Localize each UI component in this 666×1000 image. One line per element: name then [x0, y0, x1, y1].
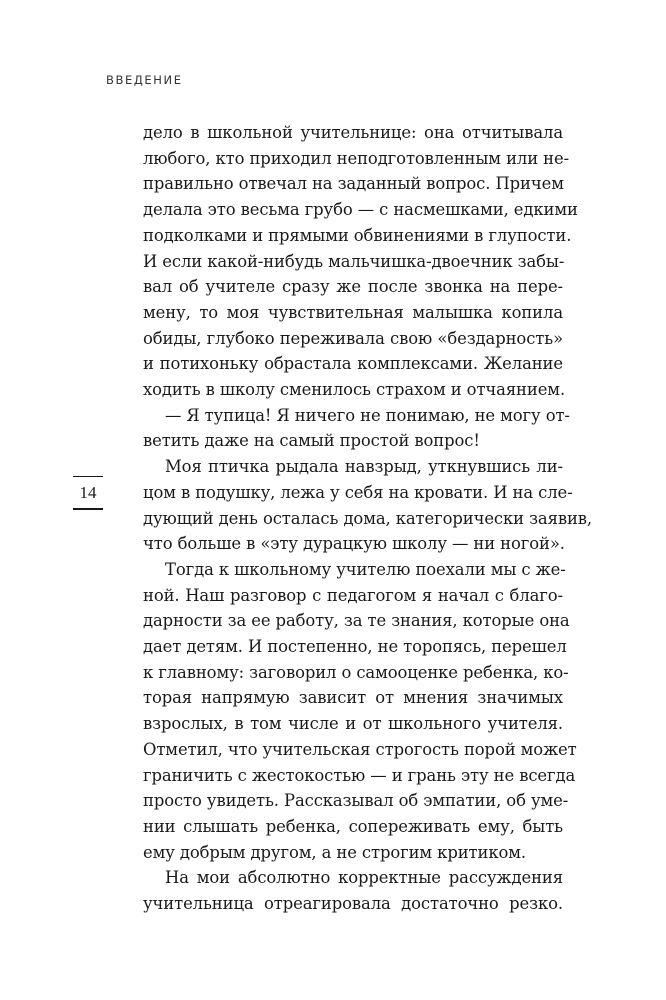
text-line: дарности за ее работу, за те знания, которые она [143, 611, 570, 631]
paragraph [143, 454, 593, 557]
text-line: вал об учителе сразу же после звонка на пере- [143, 277, 563, 297]
text-line: На мои абсолютно корректные рассуждения [165, 868, 563, 888]
text-line: к главному: заговорил о самооценке ребенка, ко- [143, 662, 569, 682]
running-head: ВВЕДЕНИЕ [106, 73, 183, 87]
text-line: просто увидеть. Рассказывал об эмпатии, об уме- [143, 791, 569, 811]
paragraph [143, 403, 570, 454]
text-line: Отметил, что учительская строгость порой может [143, 739, 577, 759]
page-number-block [73, 476, 103, 510]
text-line: и потихоньку обрастала комплексами. Желание [143, 354, 563, 374]
text-line: что больше в «эту дурацкую школу — ни ногой». [143, 534, 565, 554]
paragraph [143, 120, 578, 403]
page-number-rule-bottom [73, 508, 103, 509]
text-line: граничить с жестокостью — и грань эту не всегда [143, 765, 576, 785]
text-line: торая напрямую зависит от мнения значимых [143, 688, 563, 708]
paragraph [143, 557, 577, 865]
text-line: ему добрым другом, а не строгим критиком. [143, 842, 527, 862]
text-line: делала это весьма грубо — с насмешками, едкими [143, 200, 578, 220]
body-text [143, 120, 593, 917]
text-line: любого, кто приходил неподготовленным или не- [143, 148, 570, 168]
page-number-rule-top [73, 476, 103, 477]
text-line: мену, то моя чувствительная малышка копила [143, 302, 563, 322]
text-line: дает детям. И постепенно, не торопясь, перешел [143, 637, 567, 657]
text-line: учительница отреагировала достаточно резко. [143, 894, 563, 914]
text-line: ходить в школу сменилось страхом и отчаянием. [143, 380, 566, 400]
text-line: взрослых, в том числе и от школьного учителя. [143, 714, 563, 734]
text-line: цом в подушку, лежа у себя на кровати. И на сле- [143, 482, 573, 502]
text-line: дело в школьной учительнице: она отчитывала [143, 123, 563, 142]
text-line: правильно отвечал на заданный вопрос. Причем [143, 174, 564, 194]
text-line: Моя птичка рыдала навзрыд, уткнувшись ли- [165, 457, 563, 477]
text-line: нии слышать ребенка, сопереживать ему, быть [143, 816, 563, 836]
text-line: Тогда к школьному учителю поехали мы с же- [165, 559, 566, 579]
text-line: дующий день осталась дома, категорически заявив, [143, 508, 593, 528]
text-line: ветить даже на самый простой вопрос! [143, 431, 480, 451]
text-line: — Я тупица! Я ничего не понимаю, не могу от- [165, 405, 570, 425]
text-line: подколками и прямыми обвинениями в глупости. [143, 225, 572, 245]
paragraph [143, 865, 563, 916]
text-line: обиды, глубоко переживала свою «бездарность» [143, 328, 563, 348]
page-number: 14 [79, 483, 97, 503]
text-line: И если какой-нибудь мальчишка-двоечник забы- [143, 251, 565, 271]
text-line: ной. Наш разговор с педагогом я начал с благо- [143, 585, 563, 605]
